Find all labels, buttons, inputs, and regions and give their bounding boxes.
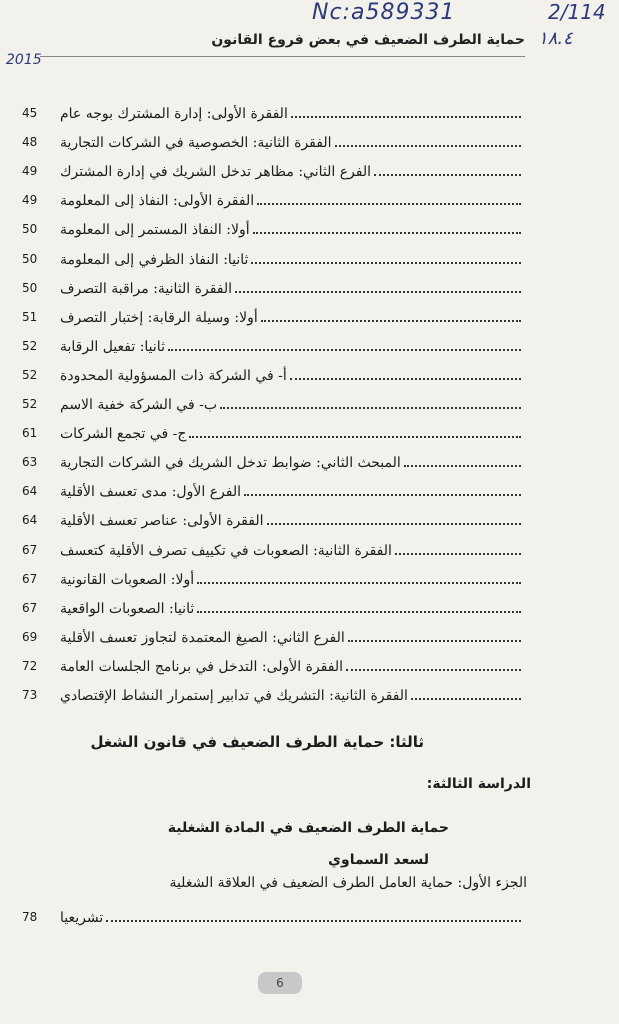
dot-leader <box>290 378 521 380</box>
toc-entry-text: الفقرة الأولى: عناصر تعسف الأقلية <box>60 513 264 530</box>
toc-entry <box>22 96 527 124</box>
section-heading: ثالثا: حماية الطرف الضعيف في قانون الشغل <box>90 733 424 751</box>
toc-page-number: 48 <box>22 135 38 150</box>
toc-entry-text: ج- في تجمع الشركات <box>60 426 187 443</box>
toc-entry-text: أولا: وسيلة الرقابة: إختبار التصرف <box>60 309 258 326</box>
dot-leader <box>404 465 521 467</box>
toc-page-number: 72 <box>22 658 38 673</box>
toc-page-number: 64 <box>22 484 38 499</box>
dot-leader <box>220 407 521 409</box>
toc-entry <box>22 678 527 706</box>
toc-entry-part-1 <box>22 900 527 928</box>
toc-entry-text: ثانيا: الصعوبات الواقعية <box>60 600 195 617</box>
toc-entry <box>22 387 527 415</box>
toc-page-number: 52 <box>22 367 38 382</box>
part-1-title: الجزء الأول: حماية العامل الطرف الضعيف في العلاقة الشغلية <box>169 875 527 891</box>
toc-entry <box>22 329 527 357</box>
toc-entry <box>22 125 527 153</box>
toc-entry-text: الفقرة الأولى: النفاذ إلى المعلومة <box>60 193 255 210</box>
toc-entry-text: الفقرة الثانية: الخصوصية في الشركات التجارية <box>60 135 332 152</box>
handwritten-year: 2015 <box>6 52 42 68</box>
toc-entry-text: الفقرة الثانية: مراقبة التصرف <box>60 280 233 297</box>
toc-entry <box>22 503 527 531</box>
dot-leader <box>348 640 521 642</box>
toc-entry <box>22 533 527 561</box>
toc-entry-text: أ- في الشركة ذات المسؤولية المحدودة <box>60 367 287 384</box>
handwritten-note: ١٨.٤ <box>538 28 573 49</box>
header-rule <box>40 56 525 57</box>
toc-entry-text: الفرع الأول: مدى تعسف الأقلية <box>60 484 242 501</box>
study-author: لسعد السماوي <box>328 852 429 868</box>
toc-page-number: 78 <box>22 910 38 924</box>
dot-leader <box>197 582 521 584</box>
toc-page-number: 50 <box>22 251 38 266</box>
toc-page-number: 63 <box>22 455 38 470</box>
toc-entry <box>22 649 527 677</box>
toc-page-number: 73 <box>22 688 38 702</box>
dot-leader <box>168 349 521 351</box>
toc-page-number: 67 <box>22 542 38 557</box>
toc-page-number: 50 <box>22 280 38 295</box>
toc-entry <box>22 271 527 299</box>
dot-leader <box>346 669 521 671</box>
toc-page-number: 61 <box>22 426 38 441</box>
dot-leader <box>253 232 521 234</box>
handwritten-call-number: Nc:a589331 <box>312 0 456 25</box>
toc-entry <box>22 212 527 240</box>
toc-page-number: 52 <box>22 397 38 411</box>
dot-leader <box>411 698 521 700</box>
toc-entry <box>22 562 527 590</box>
toc-entry <box>22 358 527 386</box>
toc-entry-text: تشريعيا <box>60 910 104 926</box>
toc-page-number: 49 <box>22 193 38 208</box>
toc-page-number: 50 <box>22 222 38 237</box>
toc-entry-text: الفرع الثاني: الصيغ المعتمدة لتجاوز تعسف الأقلية <box>60 629 345 646</box>
toc-entry <box>22 183 527 211</box>
toc-entry <box>22 242 527 270</box>
dot-leader <box>335 145 522 147</box>
toc-entry-text: الفقرة الثانية: الصعوبات في تكييف تصرف الأقلية كتعسف <box>60 542 392 559</box>
toc-entry <box>22 300 527 328</box>
toc-entry-text: أولا: النفاذ المستمر إلى المعلومة <box>60 222 250 239</box>
toc-entry-text: ثانيا: تفعيل الرقابة <box>60 338 165 355</box>
toc-page-number: 67 <box>22 571 38 586</box>
toc-entry-text: ب- في الشركة خفية الاسم <box>60 397 218 413</box>
toc-entry <box>22 620 527 648</box>
dot-leader <box>189 436 521 438</box>
toc-entry-text: المبحث الثاني: ضوابط تدخل الشريك في الشركات التجارية <box>60 455 401 472</box>
toc-page-number: 49 <box>22 164 38 179</box>
toc-entry <box>22 154 527 182</box>
toc-entry-text: الفرع الثاني: مظاهر تدخل الشريك في إدارة المشترك <box>60 164 372 181</box>
dot-leader <box>395 553 521 555</box>
dot-leader <box>197 611 521 613</box>
dot-leader <box>235 291 521 293</box>
toc-entry <box>22 474 527 502</box>
dot-leader <box>291 116 521 118</box>
dot-leader <box>106 920 521 922</box>
study-label: الدراسة الثالثة: <box>426 776 531 792</box>
toc-page-number: 64 <box>22 513 38 528</box>
toc-entry-text: الفقرة الأولى: إدارة المشترك بوجه عام <box>60 106 288 122</box>
page-number-badge <box>258 972 302 994</box>
toc-entry-text: الفقرة الثانية: التشريك في تدابير إستمرار النشاط الإقتصادي <box>60 688 408 704</box>
toc-page-number: 51 <box>22 309 38 324</box>
dot-leader <box>261 320 521 322</box>
dot-leader <box>257 203 521 205</box>
dot-leader <box>374 174 521 176</box>
dot-leader <box>244 494 521 496</box>
toc-page-number: 52 <box>22 338 38 353</box>
dot-leader <box>251 262 521 264</box>
running-head: حماية الطرف الضعيف في بعض فروع القانون <box>211 32 525 48</box>
toc-page-number: 69 <box>22 629 38 644</box>
toc-entry <box>22 416 527 444</box>
page-number: 6 <box>276 976 284 990</box>
handwritten-shelf-mark: 2/114 <box>548 0 606 24</box>
toc-page-number: 67 <box>22 600 38 615</box>
toc-page-number: 45 <box>22 106 38 120</box>
toc-entry-text: الفقرة الأولى: التدخل في برنامج الجلسات العامة <box>60 658 343 675</box>
toc-entry <box>22 591 527 619</box>
dot-leader <box>267 523 522 525</box>
toc-entry-text: أولا: الصعوبات القانونية <box>60 571 195 588</box>
study-title: حماية الطرف الضعيف في المادة الشغلية <box>167 820 449 836</box>
toc-entry-text: ثانيا: النفاذ الظرفي إلى المعلومة <box>60 251 249 268</box>
toc-entry <box>22 445 527 473</box>
